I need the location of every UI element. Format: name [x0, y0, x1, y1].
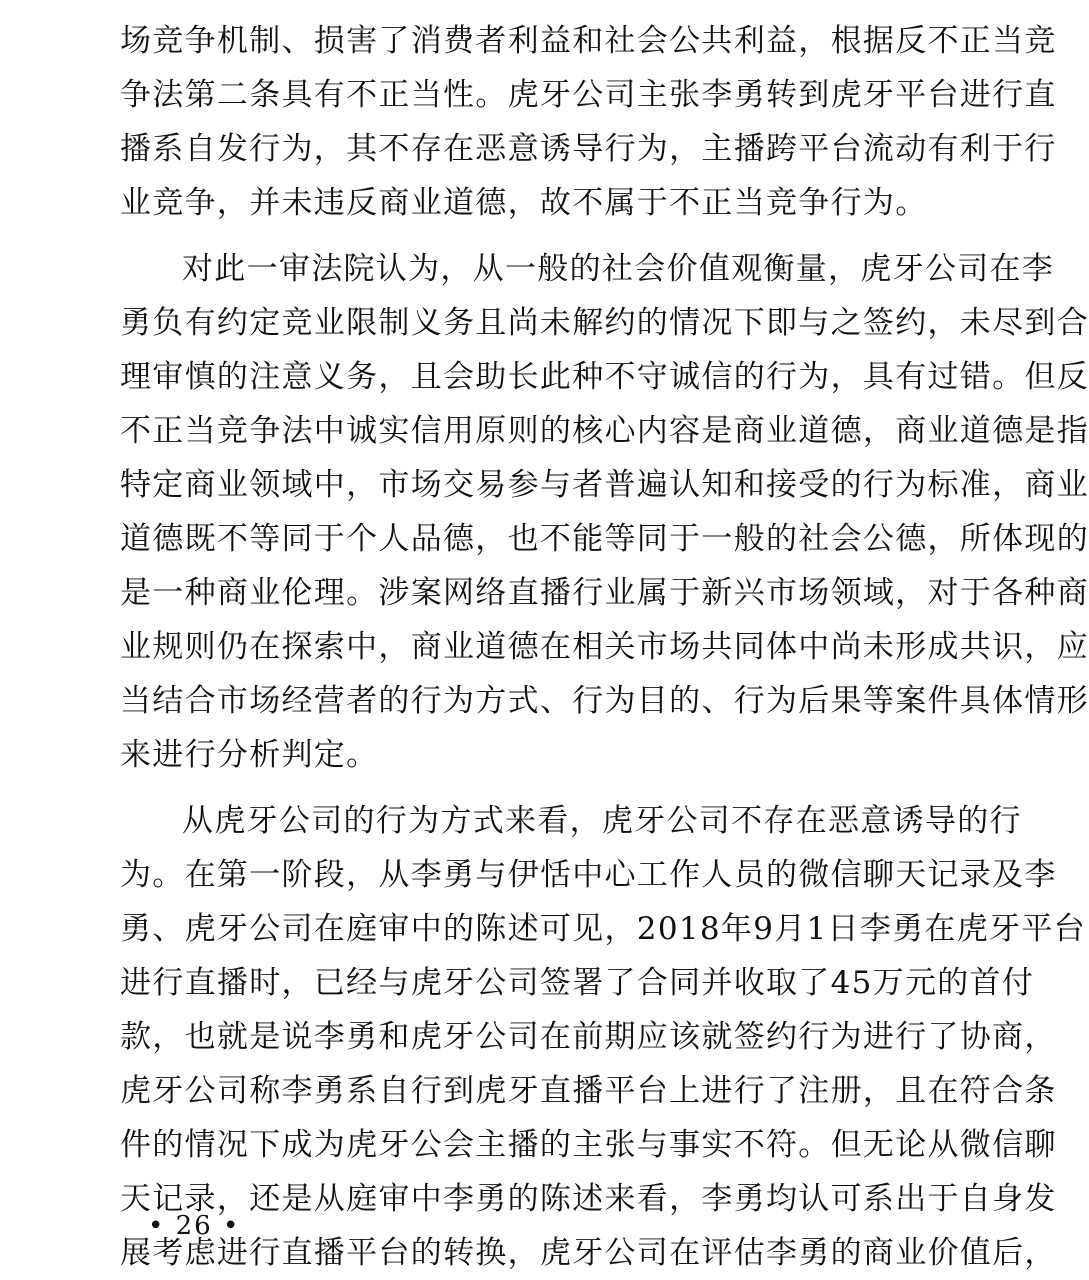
text-line: 当结合市场经营者的行为方式、行为目的、行为后果等案件具体情形: [120, 683, 1089, 719]
text-line: 理审慎的注意义务，且会助长此种不守诚信的行为，具有过错。但反: [120, 359, 1089, 395]
text-line: 勇、虎牙公司在庭审中的陈述可见，2018年9月1日李勇在虎牙平台: [120, 911, 1086, 947]
text-line: 虎牙公司称李勇系自行到虎牙直播平台上进行了注册，且在符合条: [120, 1073, 1057, 1109]
text-line: 件的情况下成为虎牙公会主播的主张与事实不符。但无论从微信聊: [120, 1127, 1057, 1163]
paragraph-gap: [120, 782, 930, 794]
text-line: 从虎牙公司的行为方式来看，虎牙公司不存在恶意诱导的行: [182, 803, 1022, 839]
text-line: 业竞争，并未违反商业道德，故不属于不正当竞争行为。: [120, 185, 928, 221]
text-line: 业规则仍在探索中，商业道德在相关市场共同体中尚未形成共识，应: [120, 629, 1089, 665]
text-line: 播系自发行为，其不存在恶意诱导行为，主播跨平台流动有利于行: [120, 131, 1057, 167]
body-text: [120, 14, 1089, 1280]
text-line: 不正当竞争法中诚实信用原则的核心内容是商业道德，商业道德是指: [120, 413, 1089, 449]
text-line: 进行直播时，已经与虎牙公司签署了合同并收取了45万元的首付: [120, 965, 1035, 1001]
text-line: 特定商业领域中，市场交易参与者普遍认知和接受的行为标准，商业: [120, 467, 1089, 503]
text-line: 为。在第一阶段，从李勇与伊恬中心工作人员的微信聊天记录及李: [120, 857, 1057, 893]
text-line: 道德既不等同于个人品德，也不能等同于一般的社会公德，所体现的: [120, 521, 1089, 557]
text-line: 争法第二条具有不正当性。虎牙公司主张李勇转到虎牙平台进行直: [120, 77, 1057, 113]
text-line: 来进行分析判定。: [120, 737, 379, 773]
text-line: 款，也就是说李勇和虎牙公司在前期应该就签约行为进行了协商，: [120, 1019, 1057, 1055]
text-line: 勇负有约定竞业限制义务且尚未解约的情况下即与之签约，未尽到合: [120, 305, 1089, 341]
text-line: 展考虑进行直播平台的转换，虎牙公司在评估李勇的商业价值后，: [120, 1235, 1057, 1271]
text-line: 场竞争机制、损害了消费者利益和社会公共利益，根据反不正当竞: [120, 23, 1057, 59]
text-line: 对此一审法院认为，从一般的社会价值观衡量，虎牙公司在李: [182, 251, 1055, 287]
page-number: • 26 •: [148, 1211, 241, 1241]
text-line: 是一种商业伦理。涉案网络直播行业属于新兴市场领域，对于各种商: [120, 575, 1089, 611]
paragraph-gap: [120, 230, 930, 242]
text-line: 天记录，还是从庭审中李勇的陈述来看，李勇均认可系出于自身发: [120, 1181, 1057, 1217]
